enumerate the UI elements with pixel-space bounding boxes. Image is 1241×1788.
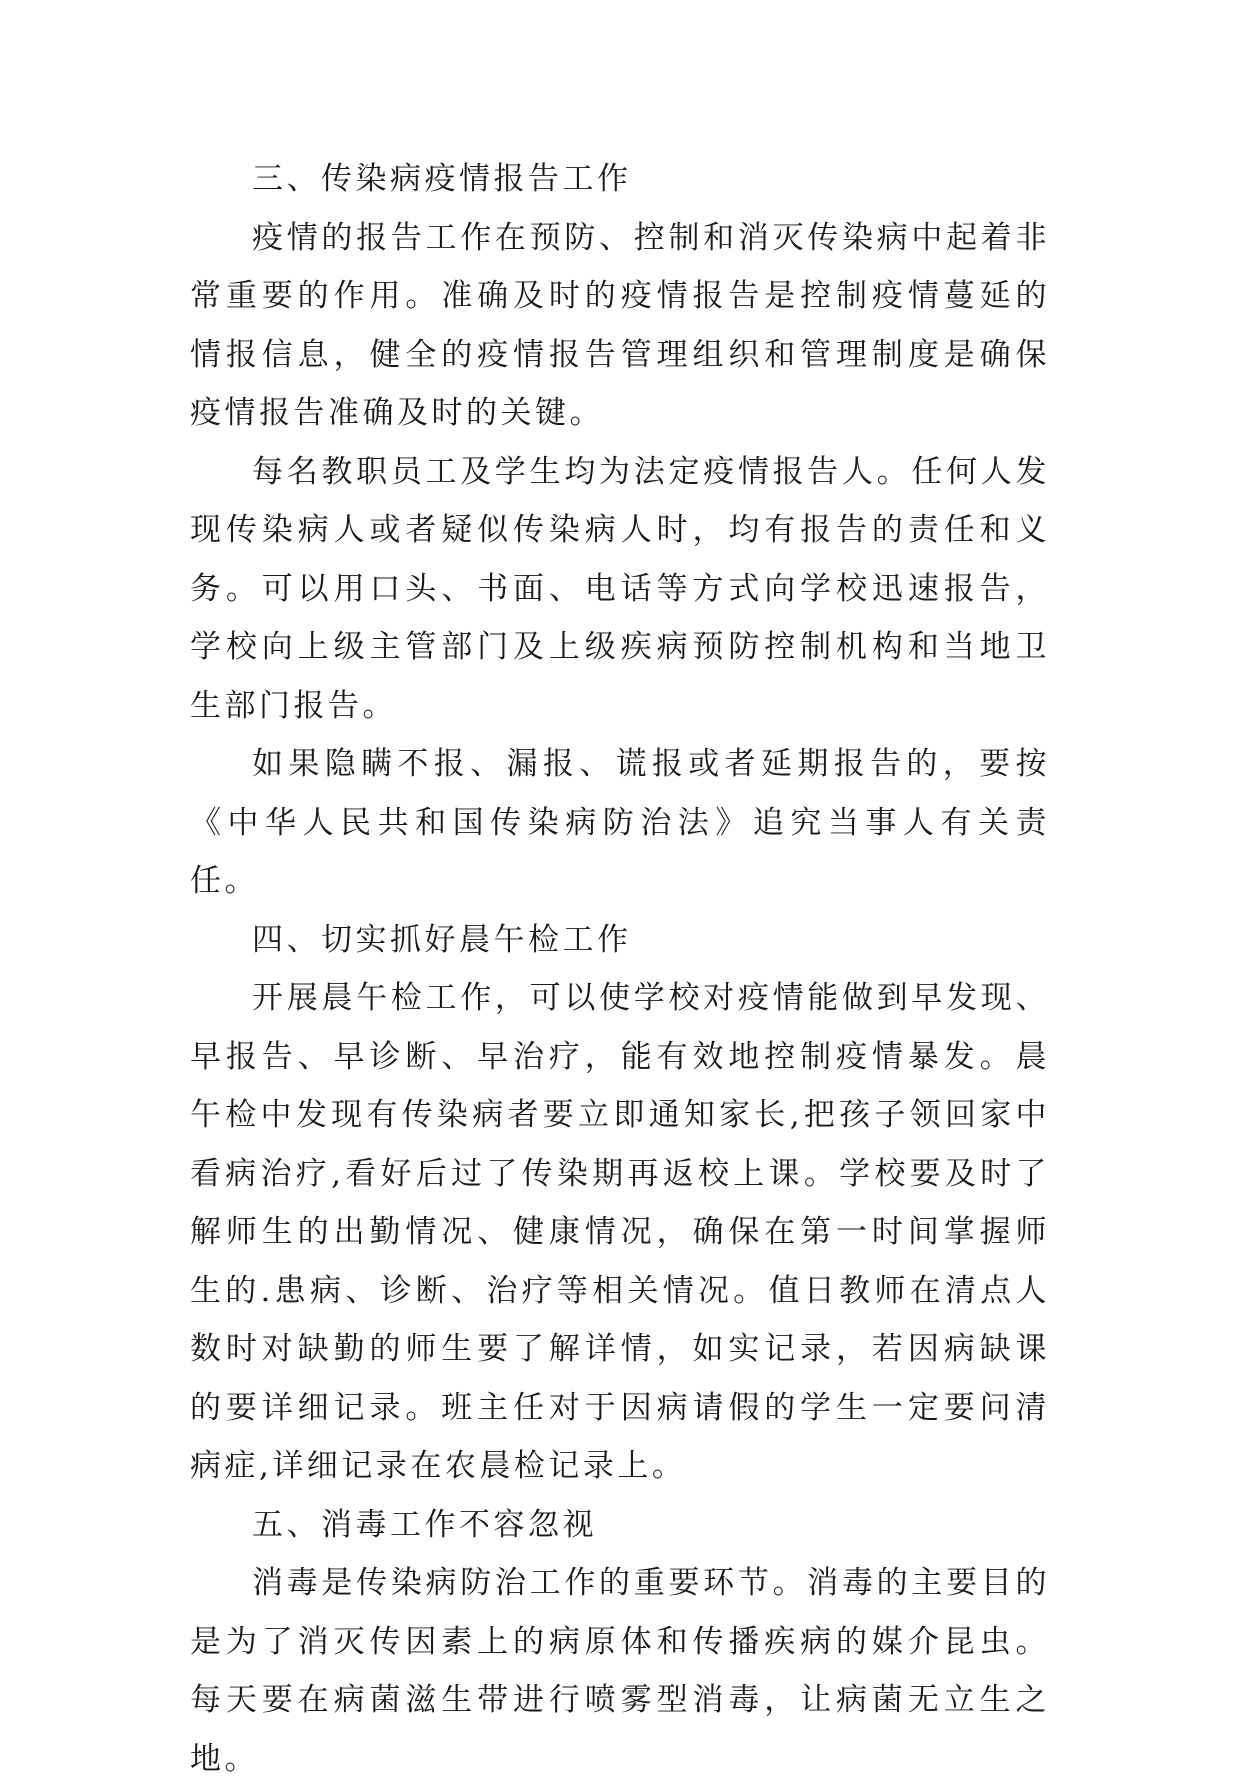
section-heading: 五、消毒工作不容忽视 [252,1506,597,1543]
document-body [190,150,1050,1788]
paragraph: 消毒是传染病防治工作的重要环节。消毒的主要目的是为了消灭传因素上的病原体和传播疾病的媒介昆虫。每天要在病菌滋生带进行喷雾型消毒，让病菌无立生之地。 [190,1565,1050,1777]
paragraph: 如果隐瞒不报、漏报、谎报或者延期报告的，要按《中华人民共和国传染病防治法》追究当事人有关责任。 [190,746,1050,899]
paragraph: 疫情的报告工作在预防、控制和消灭传染病中起着非常重要的作用。准确及时的疫情报告是控制疫情蔓延的情报信息，健全的疫情报告管理组织和管理制度是确保疫情报告准确及时的关键。 [190,219,1050,431]
paragraph: 开展晨午检工作，可以使学校对疫情能做到早发现、早报告、早诊断、早治疗，能有效地控制疫情暴发。晨午检中发现有传染病者要立即通知家长,把孩子领回家中看病治疗,看好后过了传染期再返校上课。学校要及时了解师生的出勤情况、健康情况，确保在第一时间掌握师生的.患病、诊断、治疗等相关情况。值日教师在清点人数时对缺勤的师生要了解详情，如实记录，若因病缺课的要详细记录。班主任对于因病请假的学生一定要问清病症,详细记录在农晨检记录上。 [190,980,1050,1484]
section-heading: 三、传染病疫情报告工作 [252,161,632,197]
section-heading: 四、切实抓好晨午检工作 [252,921,632,958]
paragraph: 每名教职员工及学生均为法定疫情报告人。任何人发现传染病人或者疑似传染病人时，均有报告的责任和义务。可以用口头、书面、电话等方式向学校迅速报告，学校向上级主管部门及上级疾病预防控制机构和当地卫生部门报告。 [190,453,1050,724]
